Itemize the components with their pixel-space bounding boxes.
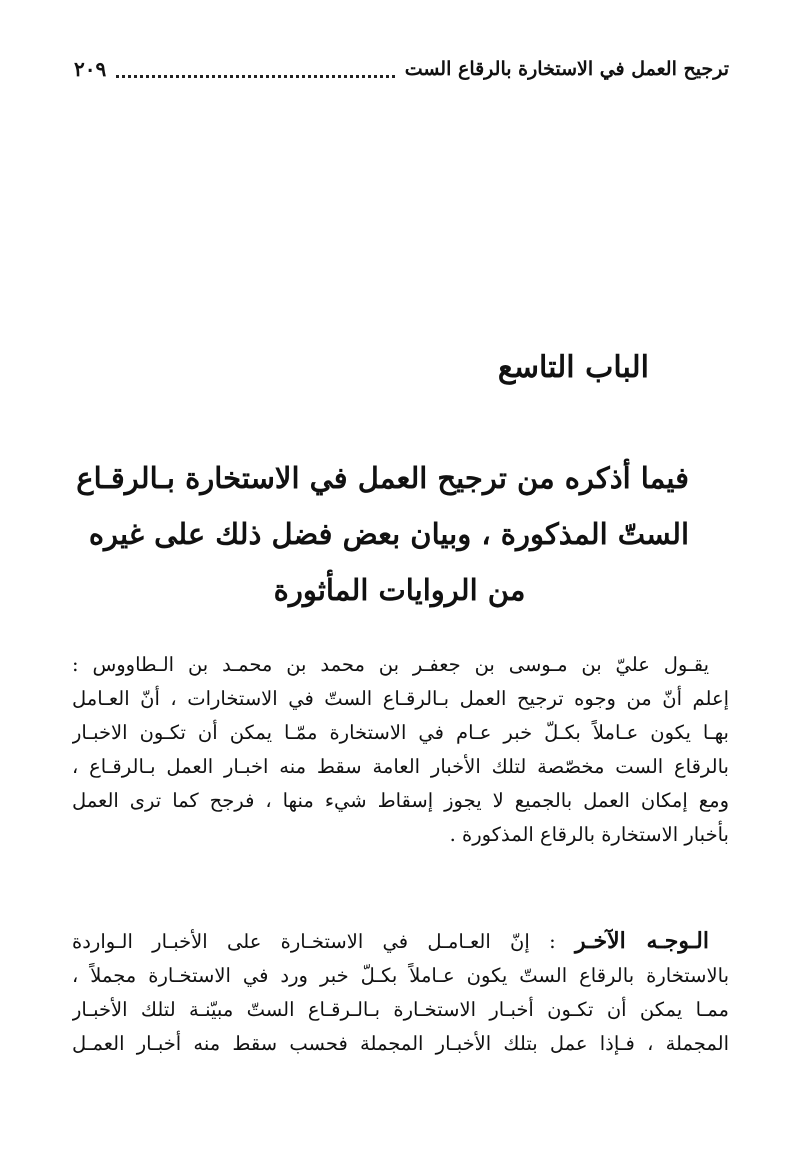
running-header bbox=[74, 52, 729, 86]
text-line: بالاستخارة بالرقاع الستّ يكون عـاملاً بكـلّ خبر ورد في الاستخـارة مجملاً ، bbox=[72, 964, 729, 987]
text-line: المجملة ، فـإذا عمل بتلك الأخبـار المجملة فحسب سقط منه أخبـار العمـل bbox=[72, 1032, 729, 1055]
text-line: بأخبار الاستخارة بالرقاع المذكورة . bbox=[449, 823, 729, 846]
text-line: يقـول عليّ بن مـوسى بن جعفـر بن محمد بن محمـد بن الـطاووس : bbox=[72, 653, 709, 676]
text-line: ومع إمكان العمل بالجميع لا يجوز إسقاط شيء منها ، فرجح كما ترى العمل bbox=[72, 789, 729, 812]
text-line bbox=[72, 924, 729, 959]
paragraph-lead-heading: الـوجـه الآخـر bbox=[574, 928, 709, 954]
running-title: ترجيح العمل في الاستخارة بالرقاع الست bbox=[404, 58, 729, 80]
chapter-title bbox=[76, 450, 689, 618]
paragraph-2 bbox=[72, 924, 729, 1061]
text-line: إعلم أنّ من وجوه ترجيح العمل بـالرقـاع الستّ في الاستخارات ، أنّ العـامل bbox=[72, 687, 729, 710]
chapter-title-line: فيما أذكره من ترجيح العمل في الاستخارة بـالرقـاع bbox=[76, 461, 689, 495]
paragraph-1 bbox=[72, 648, 729, 852]
page-number: ٢٠٩ bbox=[74, 57, 107, 81]
chapter-title-line: الستّ المذكورة ، وبيان بعض فضل ذلك على غيره bbox=[88, 517, 689, 551]
dot-leader bbox=[116, 61, 394, 78]
chapter-title-line: من الروايات المأثورة bbox=[273, 573, 526, 607]
text-line: ممـا يمكن أن تكـون أخبـار الاستخـارة بـالـرقـاع الستّ مبيّنـة لتلك الأخبـار bbox=[72, 998, 729, 1021]
text-line-rest: : إنّ العـامـل في الاستخـارة على الأخبـار الـواردة bbox=[72, 930, 575, 953]
text-line: بهـا يكون عـاملاً بكـلّ خبر عـام في الاستخارة ممّـا يمكن أن تكـون الاخبـار bbox=[72, 721, 729, 744]
text-line: بالرقاع الست مخصّصة لتلك الأخبار العامة سقط منه اخبـار العمل بـالرقـاع ، bbox=[72, 755, 729, 778]
chapter-label: الباب التاسع bbox=[497, 350, 649, 385]
